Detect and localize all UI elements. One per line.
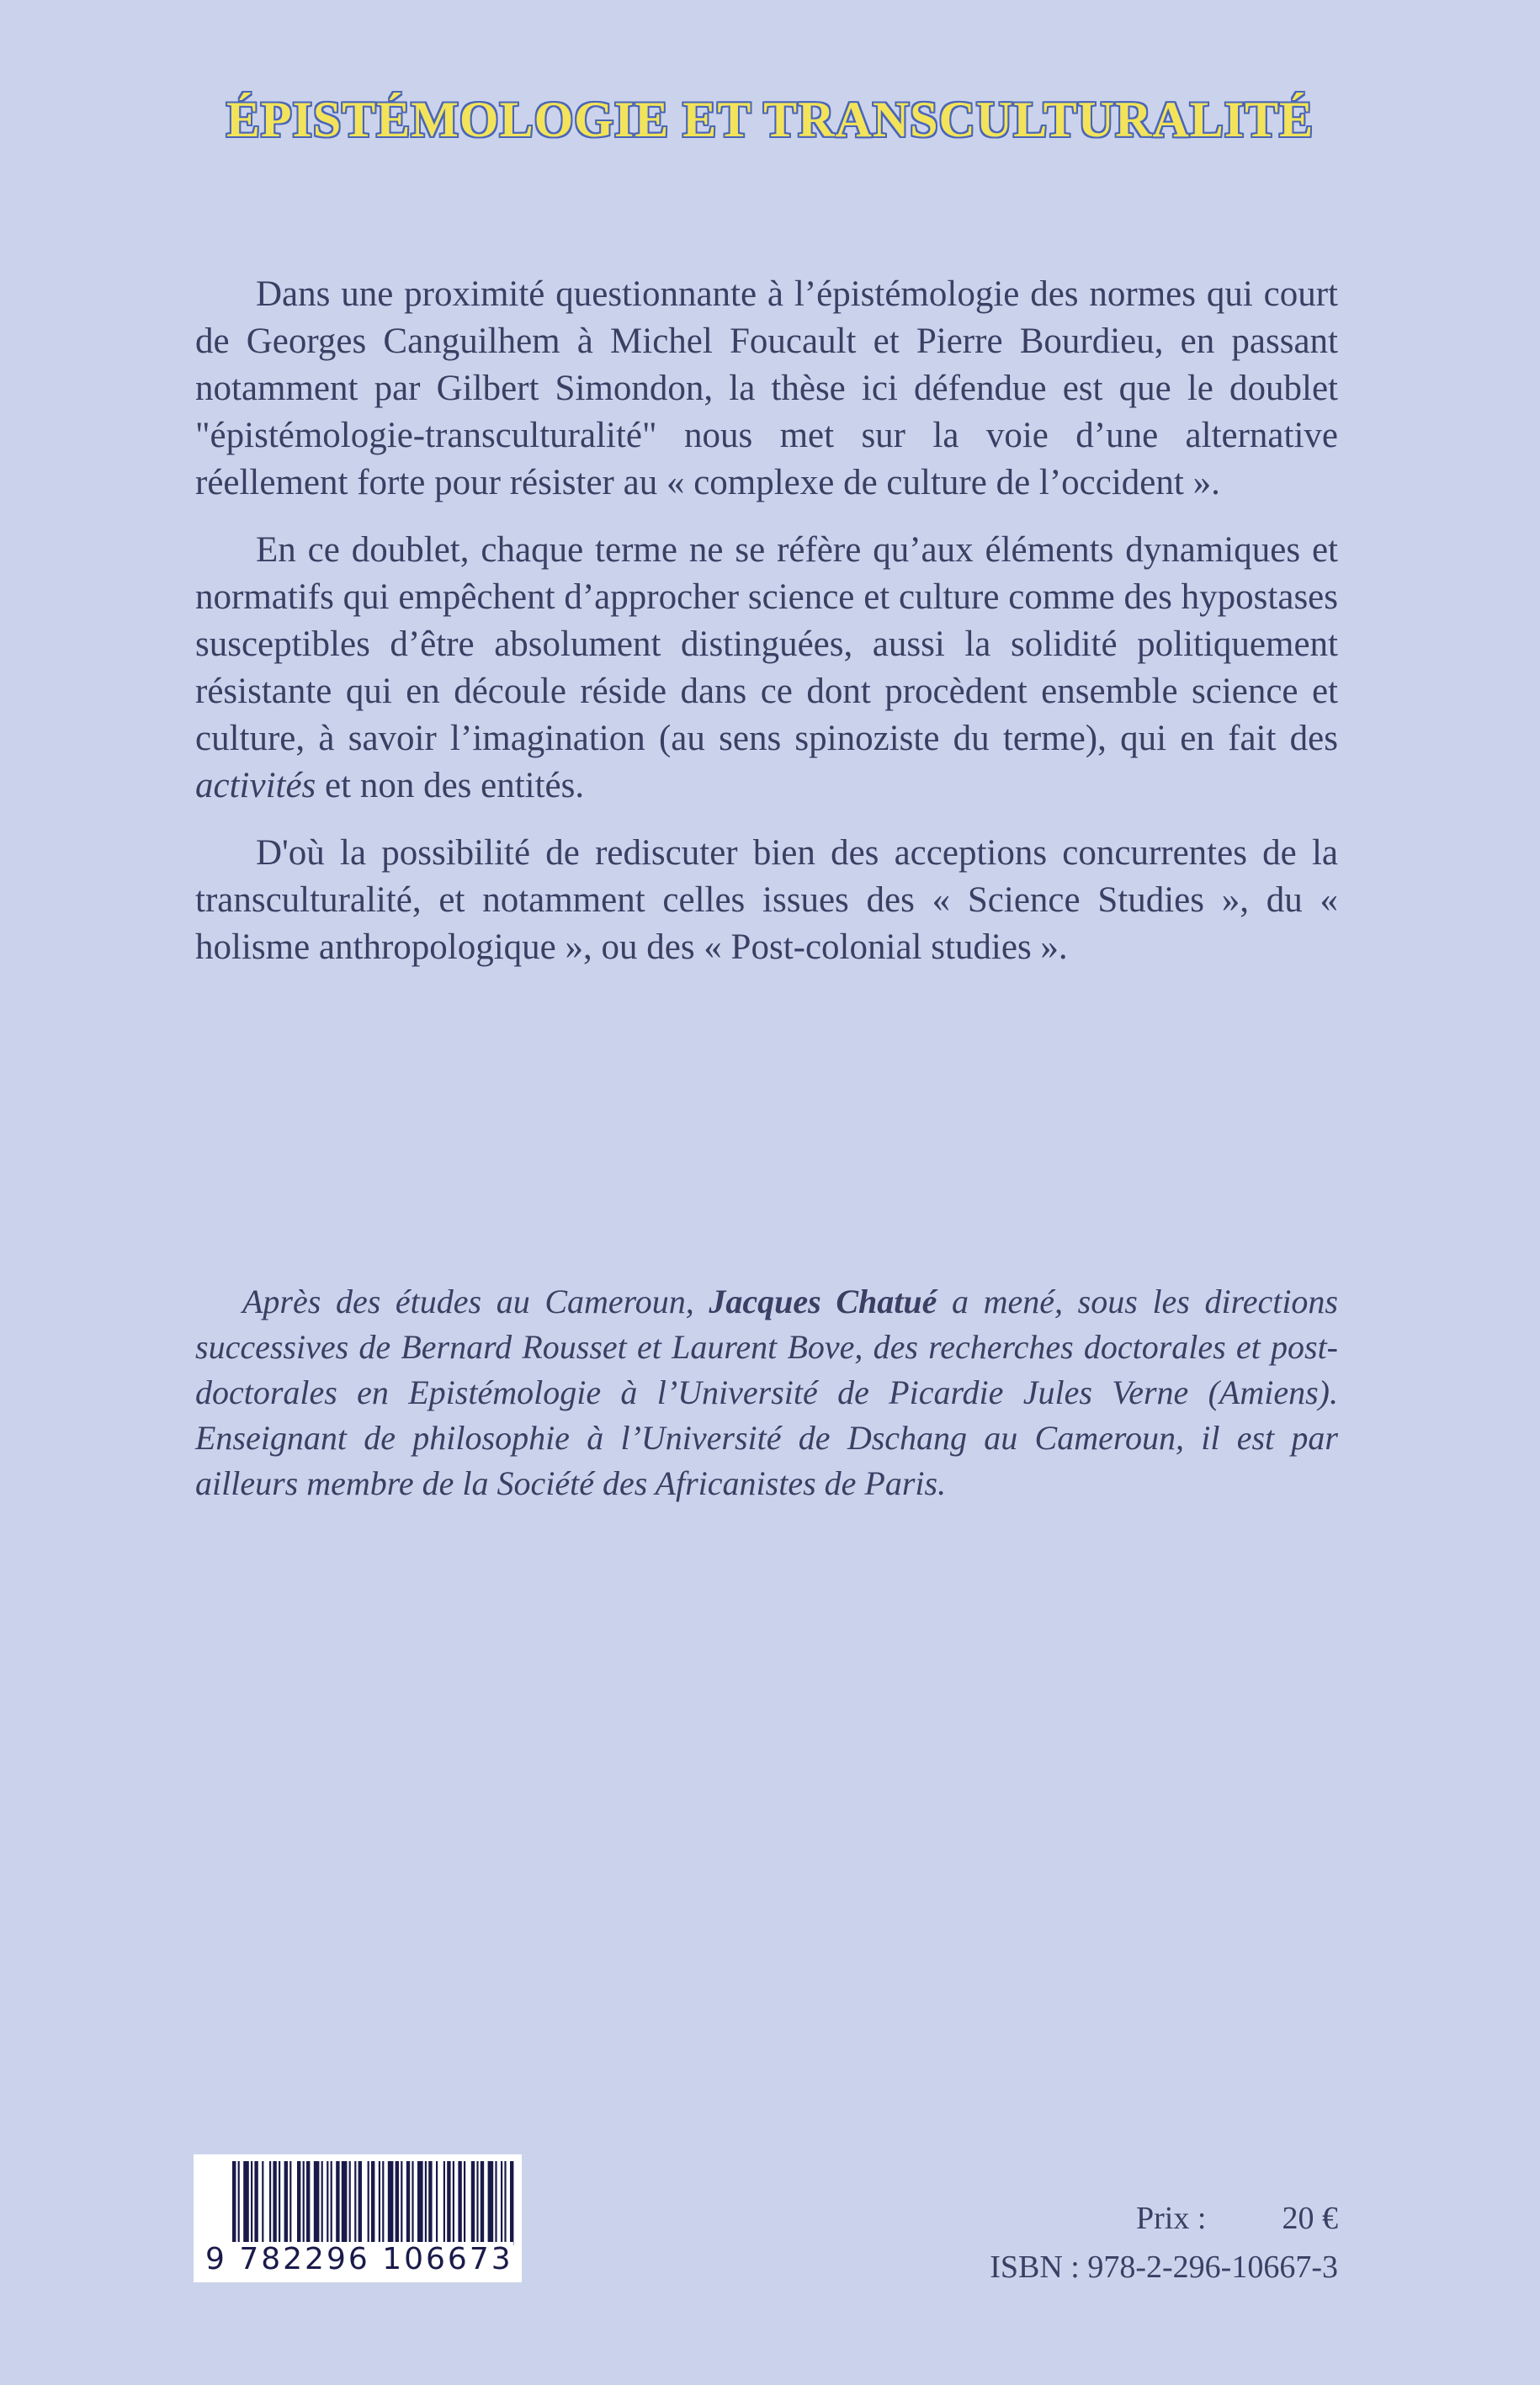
barcode-bar — [401, 2161, 402, 2245]
barcode-bar — [417, 2161, 423, 2245]
blurb-paragraph-3: D'où la possibilité de rediscuter bien des acceptions concurrentes de la transculturalité, et notamment celles issues des « Science Studies », du « holisme anthropologique », ou des « Post-colonial studies ». — [195, 833, 1338, 967]
barcode-bar — [358, 2161, 362, 2245]
barcode-bar — [289, 2161, 291, 2245]
barcode-bar — [297, 2161, 300, 2245]
barcode-bar — [447, 2161, 450, 2245]
barcode-bar — [388, 2161, 394, 2245]
barcode-bar — [232, 2161, 236, 2245]
barcode-bar — [331, 2161, 332, 2245]
barcode-bar — [476, 2161, 478, 2245]
barcode-bar — [443, 2161, 445, 2245]
barcode-bar — [306, 2161, 310, 2245]
barcode-bar — [412, 2161, 413, 2245]
barcode-bar — [303, 2161, 305, 2245]
barcode-bar — [453, 2161, 454, 2245]
barcode-bar — [354, 2161, 356, 2245]
barcode-bar — [495, 2161, 497, 2245]
barcode-bar — [269, 2161, 271, 2245]
barcode-bar — [488, 2161, 494, 2245]
barcode-bar — [279, 2161, 280, 2245]
barcode-bar — [342, 2161, 348, 2245]
barcode-bar — [481, 2161, 484, 2245]
barcode-bar — [251, 2161, 252, 2245]
barcode-bar — [428, 2161, 432, 2245]
barcode-bar — [273, 2161, 276, 2245]
barcode-bar — [464, 2161, 465, 2245]
blurb-paragraph-1: Dans une proximité questionnante à l’épistémologie des normes qui court de Georges Canguilhem à Michel Foucault et Pierre Bourdieu, en passant notamment par Gilbert Simondon, la thèse ici défendue est que le doublet "épistémologie-transculturalité" nous met sur la voie d’une alternative réellement forte pour résister au « complexe de culture de l’occident ». — [195, 274, 1338, 502]
barcode-bar — [396, 2161, 399, 2245]
barcode-bar — [510, 2161, 513, 2245]
barcode-bar — [406, 2161, 410, 2245]
barcode-bar — [284, 2161, 288, 2245]
barcode-bar — [471, 2161, 475, 2245]
barcode-bar — [349, 2161, 351, 2245]
barcode-bar — [327, 2161, 328, 2245]
barcode-bar — [238, 2161, 240, 2245]
author-bio-intro: Après des études au Cameroun, — [242, 1283, 709, 1320]
back-cover-blurb — [195, 271, 1338, 991]
author-name: Jacques Chatué — [709, 1283, 937, 1320]
barcode-bar — [436, 2161, 438, 2245]
barcode-bar — [243, 2161, 249, 2245]
author-bio — [195, 1279, 1338, 1506]
barcode-bar — [371, 2161, 374, 2245]
barcode-bar — [368, 2161, 369, 2245]
barcode-bar — [254, 2161, 258, 2245]
price-label: Prix : — [1136, 2201, 1207, 2236]
barcode-bar — [321, 2161, 323, 2245]
barcode-bar — [425, 2161, 427, 2245]
barcode-bar — [379, 2161, 380, 2245]
author-bio-text: a mené, sous les directions successives de Bernard Rousset et Laurent Bove, des recherches doctorales et post-doctorales en Epistémologie à l’Université de Picardie Jules Verne (Amiens). Enseignant de philosophie à l’Université de Dschang au Cameroun, il est par ailleurs membre de la Société des Africanistes de Paris. — [195, 1283, 1339, 1502]
barcode-bar — [382, 2161, 384, 2245]
blurb-paragraph-2-end: et non des entités. — [316, 766, 585, 805]
blurb-emphasis-activites: activités — [195, 766, 316, 805]
isbn: ISBN : 978-2-296-10667-3 — [990, 2250, 1338, 2285]
barcode-bar — [458, 2161, 461, 2245]
barcode — [194, 2154, 522, 2282]
blurb-paragraph-2-text: En ce doublet, chaque terme ne se réfère qu’aux éléments dynamiques et normatifs qui empêchent d’approcher science et culture comme des hypostases susceptibles d’être absolument distinguées, aussi la solidité politiquement résistante qui en découle réside dans ce dont procèdent ensemble science et culture, à savoir l’imagination (au sens spinoziste du terme), qui en fait des — [195, 530, 1338, 758]
barcode-bar — [501, 2161, 502, 2245]
barcode-digits: 9 782296 106673 — [205, 2242, 513, 2276]
barcode-bar — [504, 2161, 506, 2245]
barcode-bar — [314, 2161, 320, 2245]
blurb-paragraph-2 — [195, 527, 1338, 810]
barcode-bar — [262, 2161, 263, 2245]
price-value: 20 € — [1282, 2201, 1338, 2236]
book-title: ÉPISTÉMOLOGIE ET TRANSCULTURALITÉ — [226, 92, 1314, 147]
barcode-bar — [336, 2161, 339, 2245]
